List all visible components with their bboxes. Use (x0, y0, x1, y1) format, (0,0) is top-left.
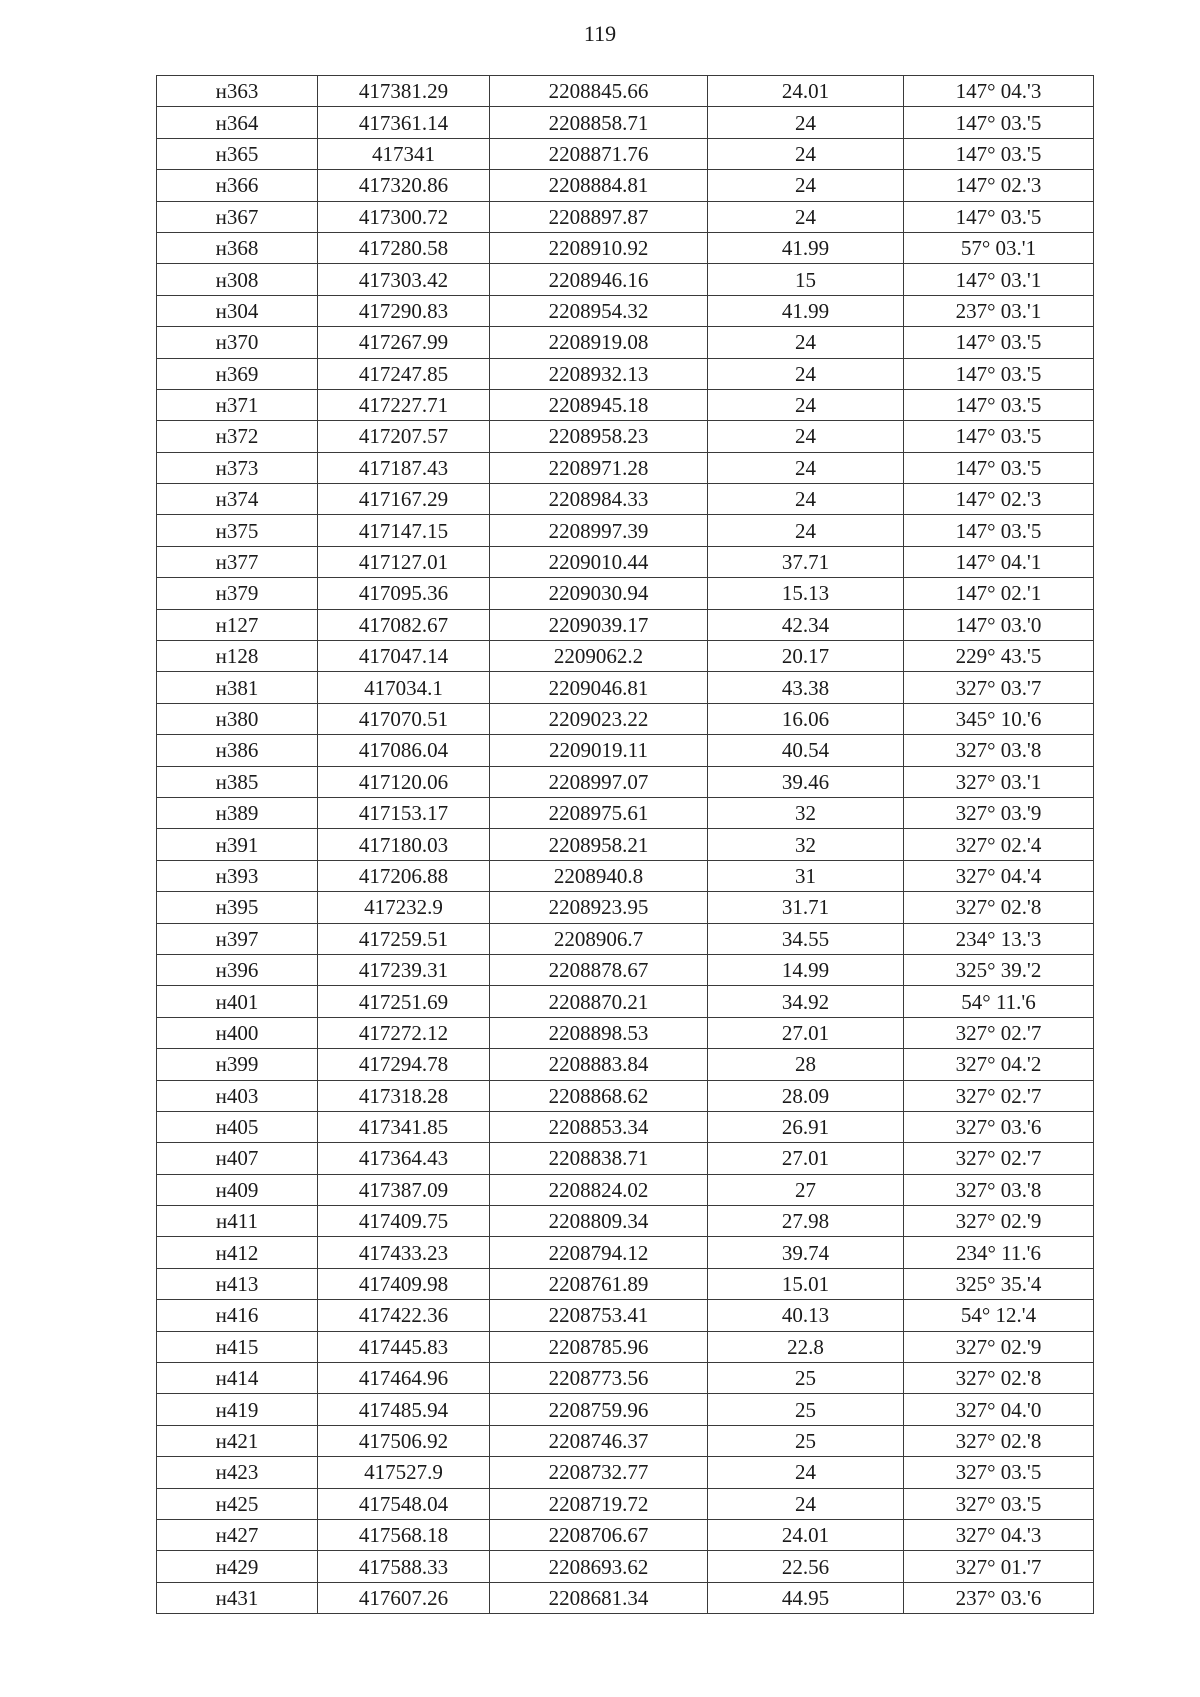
y-coordinate-cell: 2209046.81 (490, 672, 708, 703)
x-coordinate-cell: 417095.36 (318, 578, 490, 609)
y-coordinate-cell: 2209030.94 (490, 578, 708, 609)
x-coordinate-cell: 417187.43 (318, 452, 490, 483)
table-row (157, 1080, 1094, 1111)
x-coordinate-cell: 417167.29 (318, 484, 490, 515)
point-id-cell: н308 (157, 264, 318, 295)
x-coordinate-cell: 417259.51 (318, 923, 490, 954)
point-id-cell: н419 (157, 1394, 318, 1425)
table-row (157, 986, 1094, 1017)
bearing-cell: 327° 04.'3 (904, 1519, 1094, 1550)
x-coordinate-cell: 417409.98 (318, 1268, 490, 1299)
table-row (157, 484, 1094, 515)
y-coordinate-cell: 2208919.08 (490, 327, 708, 358)
bearing-cell: 237° 03.'1 (904, 295, 1094, 326)
table-row (157, 515, 1094, 546)
y-coordinate-cell: 2208681.34 (490, 1582, 708, 1613)
bearing-cell: 325° 39.'2 (904, 954, 1094, 985)
x-coordinate-cell: 417568.18 (318, 1519, 490, 1550)
table-row (157, 76, 1094, 107)
point-id-cell: н386 (157, 735, 318, 766)
table-row (157, 232, 1094, 263)
point-id-cell: н375 (157, 515, 318, 546)
y-coordinate-cell: 2208946.16 (490, 264, 708, 295)
point-id-cell: н397 (157, 923, 318, 954)
point-id-cell: н368 (157, 232, 318, 263)
table-row (157, 295, 1094, 326)
distance-cell: 41.99 (708, 295, 904, 326)
y-coordinate-cell: 2208761.89 (490, 1268, 708, 1299)
point-id-cell: н415 (157, 1331, 318, 1362)
table-row (157, 1394, 1094, 1425)
x-coordinate-cell: 417047.14 (318, 641, 490, 672)
point-id-cell: н411 (157, 1206, 318, 1237)
y-coordinate-cell: 2208897.87 (490, 201, 708, 232)
x-coordinate-cell: 417422.36 (318, 1300, 490, 1331)
bearing-cell: 57° 03.'1 (904, 232, 1094, 263)
table-row (157, 578, 1094, 609)
y-coordinate-cell: 2208958.23 (490, 421, 708, 452)
x-coordinate-cell: 417607.26 (318, 1582, 490, 1613)
bearing-cell: 147° 03.'0 (904, 609, 1094, 640)
point-id-cell: н363 (157, 76, 318, 107)
x-coordinate-cell: 417280.58 (318, 232, 490, 263)
distance-cell: 24 (708, 201, 904, 232)
table-row (157, 609, 1094, 640)
distance-cell: 34.92 (708, 986, 904, 1017)
bearing-cell: 147° 03.'5 (904, 107, 1094, 138)
bearing-cell: 327° 04.'0 (904, 1394, 1094, 1425)
y-coordinate-cell: 2209062.2 (490, 641, 708, 672)
y-coordinate-cell: 2208858.71 (490, 107, 708, 138)
point-id-cell: н372 (157, 421, 318, 452)
y-coordinate-cell: 2209019.11 (490, 735, 708, 766)
table-row (157, 1519, 1094, 1550)
table-row (157, 201, 1094, 232)
bearing-cell: 54° 11.'6 (904, 986, 1094, 1017)
bearing-cell: 327° 02.'7 (904, 1143, 1094, 1174)
bearing-cell: 327° 02.'7 (904, 1080, 1094, 1111)
y-coordinate-cell: 2208759.96 (490, 1394, 708, 1425)
y-coordinate-cell: 2208845.66 (490, 76, 708, 107)
bearing-cell: 147° 03.'5 (904, 515, 1094, 546)
distance-cell: 24.01 (708, 76, 904, 107)
y-coordinate-cell: 2208923.95 (490, 892, 708, 923)
coordinates-table-body (157, 76, 1094, 1614)
bearing-cell: 327° 01.'7 (904, 1551, 1094, 1582)
point-id-cell: н385 (157, 766, 318, 797)
distance-cell: 24.01 (708, 1519, 904, 1550)
bearing-cell: 147° 02.'1 (904, 578, 1094, 609)
distance-cell: 27 (708, 1174, 904, 1205)
table-row (157, 358, 1094, 389)
bearing-cell: 327° 03.'6 (904, 1111, 1094, 1142)
table-row (157, 892, 1094, 923)
distance-cell: 15.13 (708, 578, 904, 609)
distance-cell: 25 (708, 1394, 904, 1425)
distance-cell: 40.54 (708, 735, 904, 766)
table-row (157, 923, 1094, 954)
x-coordinate-cell: 417364.43 (318, 1143, 490, 1174)
distance-cell: 16.06 (708, 703, 904, 734)
bearing-cell: 327° 03.'1 (904, 766, 1094, 797)
point-id-cell: н413 (157, 1268, 318, 1299)
distance-cell: 34.55 (708, 923, 904, 954)
bearing-cell: 147° 03.'5 (904, 452, 1094, 483)
distance-cell: 24 (708, 358, 904, 389)
distance-cell: 25 (708, 1363, 904, 1394)
bearing-cell: 327° 02.'8 (904, 892, 1094, 923)
point-id-cell: н427 (157, 1519, 318, 1550)
table-row (157, 829, 1094, 860)
x-coordinate-cell: 417445.83 (318, 1331, 490, 1362)
bearing-cell: 327° 03.'8 (904, 1174, 1094, 1205)
table-row (157, 1174, 1094, 1205)
bearing-cell: 147° 04.'3 (904, 76, 1094, 107)
point-id-cell: н389 (157, 797, 318, 828)
distance-cell: 32 (708, 797, 904, 828)
distance-cell: 20.17 (708, 641, 904, 672)
x-coordinate-cell: 417409.75 (318, 1206, 490, 1237)
point-id-cell: н421 (157, 1425, 318, 1456)
y-coordinate-cell: 2208898.53 (490, 1017, 708, 1048)
bearing-cell: 234° 13.'3 (904, 923, 1094, 954)
x-coordinate-cell: 417318.28 (318, 1080, 490, 1111)
table-row (157, 546, 1094, 577)
x-coordinate-cell: 417086.04 (318, 735, 490, 766)
bearing-cell: 147° 02.'3 (904, 484, 1094, 515)
point-id-cell: н395 (157, 892, 318, 923)
table-row (157, 1206, 1094, 1237)
x-coordinate-cell: 417239.31 (318, 954, 490, 985)
bearing-cell: 345° 10.'6 (904, 703, 1094, 734)
x-coordinate-cell: 417361.14 (318, 107, 490, 138)
point-id-cell: н377 (157, 546, 318, 577)
y-coordinate-cell: 2208753.41 (490, 1300, 708, 1331)
point-id-cell: н409 (157, 1174, 318, 1205)
x-coordinate-cell: 417341.85 (318, 1111, 490, 1142)
distance-cell: 24 (708, 327, 904, 358)
table-row (157, 1488, 1094, 1519)
distance-cell: 24 (708, 389, 904, 420)
point-id-cell: н364 (157, 107, 318, 138)
point-id-cell: н379 (157, 578, 318, 609)
bearing-cell: 147° 03.'5 (904, 421, 1094, 452)
y-coordinate-cell: 2208958.21 (490, 829, 708, 860)
distance-cell: 27.98 (708, 1206, 904, 1237)
distance-cell: 28 (708, 1049, 904, 1080)
bearing-cell: 147° 03.'5 (904, 201, 1094, 232)
distance-cell: 24 (708, 484, 904, 515)
bearing-cell: 327° 02.'4 (904, 829, 1094, 860)
point-id-cell: н405 (157, 1111, 318, 1142)
distance-cell: 44.95 (708, 1582, 904, 1613)
x-coordinate-cell: 417294.78 (318, 1049, 490, 1080)
y-coordinate-cell: 2208824.02 (490, 1174, 708, 1205)
bearing-cell: 234° 11.'6 (904, 1237, 1094, 1268)
bearing-cell: 147° 03.'5 (904, 327, 1094, 358)
bearing-cell: 147° 03.'5 (904, 358, 1094, 389)
y-coordinate-cell: 2209039.17 (490, 609, 708, 640)
point-id-cell: н374 (157, 484, 318, 515)
y-coordinate-cell: 2208910.92 (490, 232, 708, 263)
y-coordinate-cell: 2208906.7 (490, 923, 708, 954)
point-id-cell: н425 (157, 1488, 318, 1519)
x-coordinate-cell: 417320.86 (318, 170, 490, 201)
y-coordinate-cell: 2208971.28 (490, 452, 708, 483)
point-id-cell: н381 (157, 672, 318, 703)
point-id-cell: н371 (157, 389, 318, 420)
y-coordinate-cell: 2208693.62 (490, 1551, 708, 1582)
bearing-cell: 147° 03.'1 (904, 264, 1094, 295)
y-coordinate-cell: 2208954.32 (490, 295, 708, 326)
coordinates-table (156, 75, 1094, 1614)
table-row (157, 107, 1094, 138)
point-id-cell: н407 (157, 1143, 318, 1174)
table-row (157, 1363, 1094, 1394)
distance-cell: 37.71 (708, 546, 904, 577)
page-number: 119 (583, 21, 617, 46)
point-id-cell: н366 (157, 170, 318, 201)
x-coordinate-cell: 417381.29 (318, 76, 490, 107)
x-coordinate-cell: 417070.51 (318, 703, 490, 734)
table-row (157, 954, 1094, 985)
x-coordinate-cell: 417247.85 (318, 358, 490, 389)
table-row (157, 327, 1094, 358)
distance-cell: 24 (708, 515, 904, 546)
distance-cell: 40.13 (708, 1300, 904, 1331)
bearing-cell: 327° 02.'7 (904, 1017, 1094, 1048)
point-id-cell: н431 (157, 1582, 318, 1613)
table-row (157, 1237, 1094, 1268)
table-row (157, 735, 1094, 766)
distance-cell: 24 (708, 452, 904, 483)
x-coordinate-cell: 417290.83 (318, 295, 490, 326)
table-row (157, 1551, 1094, 1582)
point-id-cell: н128 (157, 641, 318, 672)
bearing-cell: 327° 02.'8 (904, 1425, 1094, 1456)
point-id-cell: н393 (157, 860, 318, 891)
distance-cell: 43.38 (708, 672, 904, 703)
distance-cell: 27.01 (708, 1017, 904, 1048)
point-id-cell: н399 (157, 1049, 318, 1080)
point-id-cell: н414 (157, 1363, 318, 1394)
distance-cell: 26.91 (708, 1111, 904, 1142)
y-coordinate-cell: 2208878.67 (490, 954, 708, 985)
table-row (157, 421, 1094, 452)
bearing-cell: 229° 43.'5 (904, 641, 1094, 672)
y-coordinate-cell: 2208746.37 (490, 1425, 708, 1456)
x-coordinate-cell: 417527.9 (318, 1457, 490, 1488)
distance-cell: 22.8 (708, 1331, 904, 1362)
y-coordinate-cell: 2208984.33 (490, 484, 708, 515)
bearing-cell: 147° 03.'5 (904, 389, 1094, 420)
x-coordinate-cell: 417232.9 (318, 892, 490, 923)
bearing-cell: 147° 04.'1 (904, 546, 1094, 577)
table-row (157, 641, 1094, 672)
x-coordinate-cell: 417227.71 (318, 389, 490, 420)
y-coordinate-cell: 2208719.72 (490, 1488, 708, 1519)
table-row (157, 1111, 1094, 1142)
point-id-cell: н401 (157, 986, 318, 1017)
bearing-cell: 327° 03.'8 (904, 735, 1094, 766)
x-coordinate-cell: 417206.88 (318, 860, 490, 891)
distance-cell: 24 (708, 170, 904, 201)
y-coordinate-cell: 2209010.44 (490, 546, 708, 577)
x-coordinate-cell: 417034.1 (318, 672, 490, 703)
y-coordinate-cell: 2208871.76 (490, 138, 708, 169)
x-coordinate-cell: 417127.01 (318, 546, 490, 577)
bearing-cell: 327° 04.'4 (904, 860, 1094, 891)
bearing-cell: 147° 02.'3 (904, 170, 1094, 201)
bearing-cell: 147° 03.'5 (904, 138, 1094, 169)
point-id-cell: н423 (157, 1457, 318, 1488)
table-row (157, 1582, 1094, 1613)
distance-cell: 24 (708, 421, 904, 452)
distance-cell: 32 (708, 829, 904, 860)
bearing-cell: 327° 03.'5 (904, 1457, 1094, 1488)
table-row (157, 766, 1094, 797)
point-id-cell: н370 (157, 327, 318, 358)
distance-cell: 15.01 (708, 1268, 904, 1299)
table-row (157, 1331, 1094, 1362)
table-row (157, 1268, 1094, 1299)
distance-cell: 39.74 (708, 1237, 904, 1268)
point-id-cell: н429 (157, 1551, 318, 1582)
table-row (157, 797, 1094, 828)
y-coordinate-cell: 2208997.07 (490, 766, 708, 797)
table-row (157, 138, 1094, 169)
distance-cell: 22.56 (708, 1551, 904, 1582)
distance-cell: 24 (708, 1488, 904, 1519)
table-row (157, 1457, 1094, 1488)
point-id-cell: н391 (157, 829, 318, 860)
distance-cell: 24 (708, 107, 904, 138)
point-id-cell: н403 (157, 1080, 318, 1111)
y-coordinate-cell: 2208838.71 (490, 1143, 708, 1174)
x-coordinate-cell: 417588.33 (318, 1551, 490, 1582)
distance-cell: 24 (708, 1457, 904, 1488)
x-coordinate-cell: 417120.06 (318, 766, 490, 797)
x-coordinate-cell: 417485.94 (318, 1394, 490, 1425)
y-coordinate-cell: 2209023.22 (490, 703, 708, 734)
y-coordinate-cell: 2208706.67 (490, 1519, 708, 1550)
bearing-cell: 327° 02.'9 (904, 1331, 1094, 1362)
y-coordinate-cell: 2208940.8 (490, 860, 708, 891)
point-id-cell: н127 (157, 609, 318, 640)
distance-cell: 25 (708, 1425, 904, 1456)
y-coordinate-cell: 2208975.61 (490, 797, 708, 828)
y-coordinate-cell: 2208785.96 (490, 1331, 708, 1362)
table-row (157, 1425, 1094, 1456)
distance-cell: 39.46 (708, 766, 904, 797)
bearing-cell: 327° 04.'2 (904, 1049, 1094, 1080)
bearing-cell: 237° 03.'6 (904, 1582, 1094, 1613)
x-coordinate-cell: 417153.17 (318, 797, 490, 828)
y-coordinate-cell: 2208794.12 (490, 1237, 708, 1268)
distance-cell: 28.09 (708, 1080, 904, 1111)
point-id-cell: н369 (157, 358, 318, 389)
distance-cell: 42.34 (708, 609, 904, 640)
distance-cell: 31.71 (708, 892, 904, 923)
table-row (157, 703, 1094, 734)
bearing-cell: 327° 03.'5 (904, 1488, 1094, 1519)
x-coordinate-cell: 417548.04 (318, 1488, 490, 1519)
bearing-cell: 54° 12.'4 (904, 1300, 1094, 1331)
table-row (157, 1143, 1094, 1174)
table-row (157, 1049, 1094, 1080)
table-row (157, 1300, 1094, 1331)
x-coordinate-cell: 417272.12 (318, 1017, 490, 1048)
table-row (157, 452, 1094, 483)
distance-cell: 31 (708, 860, 904, 891)
distance-cell: 15 (708, 264, 904, 295)
y-coordinate-cell: 2208932.13 (490, 358, 708, 389)
point-id-cell: н380 (157, 703, 318, 734)
point-id-cell: н365 (157, 138, 318, 169)
x-coordinate-cell: 417267.99 (318, 327, 490, 358)
bearing-cell: 325° 35.'4 (904, 1268, 1094, 1299)
y-coordinate-cell: 2208997.39 (490, 515, 708, 546)
bearing-cell: 327° 02.'8 (904, 1363, 1094, 1394)
x-coordinate-cell: 417207.57 (318, 421, 490, 452)
point-id-cell: н416 (157, 1300, 318, 1331)
table-row (157, 389, 1094, 420)
table-row (157, 1017, 1094, 1048)
x-coordinate-cell: 417341 (318, 138, 490, 169)
distance-cell: 27.01 (708, 1143, 904, 1174)
point-id-cell: н412 (157, 1237, 318, 1268)
x-coordinate-cell: 417082.67 (318, 609, 490, 640)
distance-cell: 24 (708, 138, 904, 169)
y-coordinate-cell: 2208809.34 (490, 1206, 708, 1237)
point-id-cell: н367 (157, 201, 318, 232)
point-id-cell: н396 (157, 954, 318, 985)
table-row (157, 264, 1094, 295)
point-id-cell: н373 (157, 452, 318, 483)
y-coordinate-cell: 2208853.34 (490, 1111, 708, 1142)
x-coordinate-cell: 417433.23 (318, 1237, 490, 1268)
x-coordinate-cell: 417464.96 (318, 1363, 490, 1394)
bearing-cell: 327° 03.'7 (904, 672, 1094, 703)
table-row (157, 170, 1094, 201)
y-coordinate-cell: 2208883.84 (490, 1049, 708, 1080)
point-id-cell: н304 (157, 295, 318, 326)
table-row (157, 860, 1094, 891)
point-id-cell: н400 (157, 1017, 318, 1048)
x-coordinate-cell: 417180.03 (318, 829, 490, 860)
y-coordinate-cell: 2208884.81 (490, 170, 708, 201)
table-row (157, 672, 1094, 703)
bearing-cell: 327° 02.'9 (904, 1206, 1094, 1237)
distance-cell: 14.99 (708, 954, 904, 985)
y-coordinate-cell: 2208732.77 (490, 1457, 708, 1488)
x-coordinate-cell: 417303.42 (318, 264, 490, 295)
y-coordinate-cell: 2208773.56 (490, 1363, 708, 1394)
y-coordinate-cell: 2208868.62 (490, 1080, 708, 1111)
x-coordinate-cell: 417506.92 (318, 1425, 490, 1456)
y-coordinate-cell: 2208870.21 (490, 986, 708, 1017)
bearing-cell: 327° 03.'9 (904, 797, 1094, 828)
distance-cell: 41.99 (708, 232, 904, 263)
x-coordinate-cell: 417147.15 (318, 515, 490, 546)
x-coordinate-cell: 417251.69 (318, 986, 490, 1017)
x-coordinate-cell: 417300.72 (318, 201, 490, 232)
x-coordinate-cell: 417387.09 (318, 1174, 490, 1205)
y-coordinate-cell: 2208945.18 (490, 389, 708, 420)
